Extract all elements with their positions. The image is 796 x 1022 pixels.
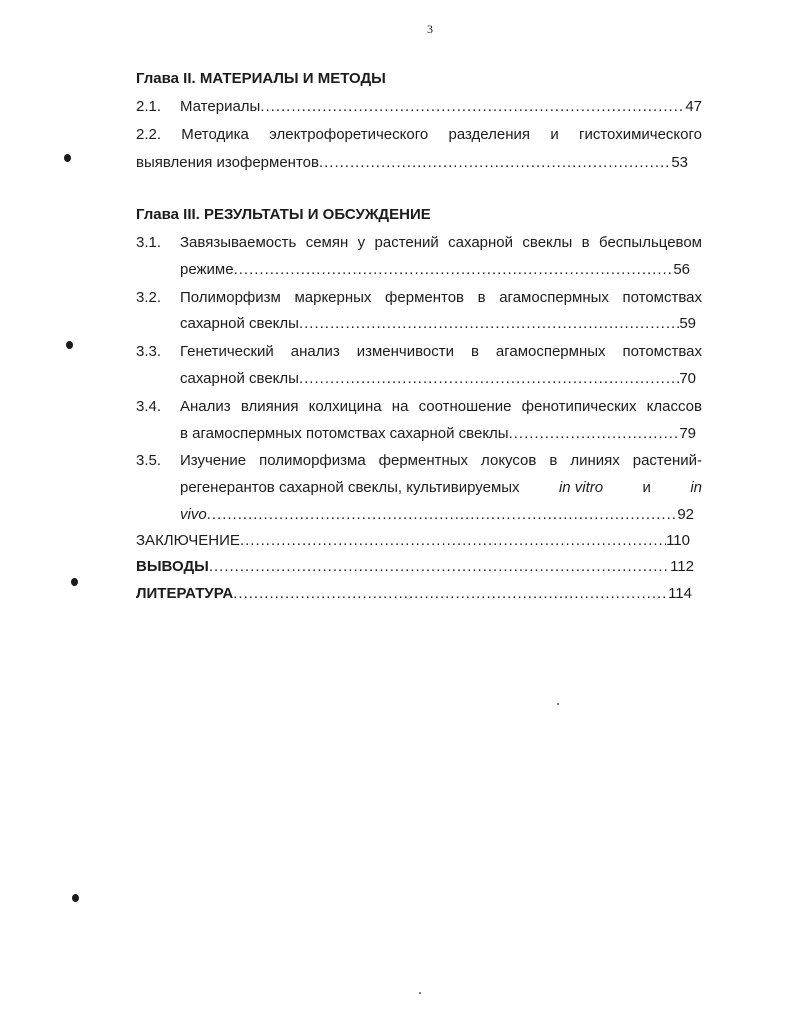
toc-item-number: 3.5.	[136, 452, 162, 469]
chapter-2-title: Глава II. МАТЕРИАЛЫ И МЕТОДЫ	[136, 70, 386, 87]
toc-item-3-4-line1[interactable]: Анализ влияния колхицина на соотношение фенотипических классов	[180, 398, 702, 415]
toc-item-text: в агамоспермных потомствах сахарной свеклы	[180, 425, 509, 442]
toc-item-page: 79	[679, 425, 696, 442]
scan-speck	[419, 992, 421, 994]
toc-item-3-2-line1[interactable]: Полиморфизм маркерных ферментов в агамоспермных потомствах	[180, 289, 702, 306]
toc-item-text: ЛИТЕРАТУРА	[136, 585, 234, 602]
toc-item-text-italic: vivo	[180, 506, 207, 523]
leader-dots	[240, 532, 666, 549]
toc-item-3-5-line2[interactable]	[180, 479, 702, 496]
toc-item-2-2-line2[interactable]	[136, 154, 688, 171]
leader-dots	[319, 154, 671, 171]
toc-item-text-italic: in vitro	[558, 479, 604, 496]
toc-item-page: 110	[666, 532, 690, 549]
toc-item-3-5-line3[interactable]	[180, 506, 694, 523]
page-number: 3	[427, 22, 433, 36]
scan-punch-mark	[72, 894, 79, 902]
toc-item-3-2-line2[interactable]	[180, 315, 696, 332]
leader-dots	[233, 585, 668, 602]
toc-item-page: 114	[668, 585, 692, 602]
toc-item-page: 53	[671, 154, 688, 171]
toc-item-text: и	[642, 479, 651, 496]
toc-item-text: ВЫВОДЫ	[136, 558, 209, 575]
leader-dots	[299, 370, 679, 387]
leader-dots	[299, 315, 679, 332]
toc-item-page: 112	[670, 558, 694, 575]
toc-item-findings[interactable]	[136, 558, 694, 575]
toc-item-page: 47	[685, 98, 702, 115]
toc-item-text: регенерантов сахарной свеклы, культивируемых	[180, 479, 520, 496]
toc-item-page: 59	[679, 315, 696, 332]
scan-punch-mark	[71, 578, 78, 586]
leader-dots	[234, 261, 674, 278]
toc-item-3-4-line2[interactable]	[180, 425, 696, 442]
toc-item-conclusion[interactable]	[136, 532, 690, 549]
toc-item-number: 3.4.	[136, 398, 162, 415]
toc-item-3-3-line1[interactable]: Генетический анализ изменчивости в агамоспермных потомствах	[180, 343, 702, 360]
toc-item-3-5-line1[interactable]: Изучение полиморфизма ферментных локусов в линиях растений-	[180, 452, 702, 469]
leader-dots	[209, 558, 670, 575]
toc-item-page: 56	[673, 261, 690, 278]
toc-item-number: 3.2.	[136, 289, 162, 306]
toc-item-page: 70	[679, 370, 696, 387]
toc-item-text: сахарной свеклы	[180, 315, 299, 332]
scan-speck	[557, 703, 559, 705]
toc-item-text: ЗАКЛЮЧЕНИЕ	[136, 532, 240, 549]
leader-dots	[207, 506, 678, 523]
toc-item-3-3-line2[interactable]	[180, 370, 696, 387]
toc-item-page: 92	[677, 506, 694, 523]
toc-item-text: Материалы	[180, 98, 261, 115]
toc-item-3-1-line2[interactable]	[180, 261, 690, 278]
chapter-3-title: Глава III. РЕЗУЛЬТАТЫ И ОБСУЖДЕНИЕ	[136, 206, 431, 223]
toc-item-text: выявления изоферментов	[136, 154, 319, 171]
toc-item-literature[interactable]	[136, 585, 692, 602]
toc-item-3-1-line1[interactable]: Завязываемость семян у растений сахарной свеклы в беспыльцевом	[180, 234, 702, 251]
toc-item-text: сахарной свеклы	[180, 370, 299, 387]
leader-dots	[509, 425, 680, 442]
toc-item-text-italic: in	[690, 479, 702, 496]
toc-item-2-2-line1[interactable]: 2.2. Методика электрофоретического разделения и гистохимического	[136, 126, 702, 143]
toc-item-number: 2.1.	[136, 98, 162, 115]
toc-item-2-1[interactable]	[180, 98, 702, 115]
toc-item-number: 3.1.	[136, 234, 162, 251]
toc-item-number: 3.3.	[136, 343, 162, 360]
scan-punch-mark	[66, 341, 73, 349]
scan-punch-mark	[64, 154, 71, 162]
toc-item-text: режиме	[180, 261, 234, 278]
leader-dots	[260, 98, 685, 115]
